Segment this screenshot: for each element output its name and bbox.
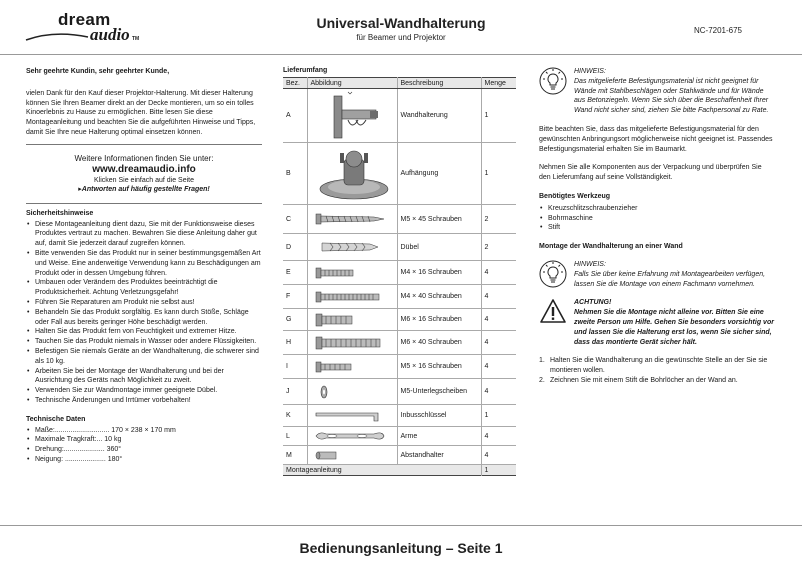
cell-image: [307, 355, 397, 379]
list-item: • Diese Montageanleitung dient dazu, Sie mit der Funktionsweise dieses Produktes vertraut zu machen. Bewahren Sie diese Anleitung daher gut auf, damit Sie jederzeit darauf zugreifen können.: [26, 220, 262, 249]
cell-desc: Arme: [397, 427, 481, 446]
mount-plate-icon: [312, 145, 392, 203]
cell-qty: 4: [481, 309, 516, 331]
info-url[interactable]: www.dreamaudio.info: [92, 163, 196, 175]
list-item: • Maße:............................ 170 × 238 × 170 mm: [26, 426, 262, 436]
list-item: • Befestigen Sie niemals Geräte an der Wandhalterung, die schwerer sind als 10 kg.: [26, 347, 262, 367]
cell-qty: 1: [481, 405, 516, 427]
cell-desc: M6 × 16 Schrauben: [397, 309, 481, 331]
tech-list: [26, 426, 262, 465]
cell-bez: F: [283, 285, 307, 309]
logo-word-audio: audio: [90, 25, 130, 44]
hint-box: [539, 260, 775, 289]
cell-image: [307, 331, 397, 355]
safety-heading: Sicherheitshinweise: [26, 209, 94, 217]
washer-icon: [312, 384, 392, 400]
list-item: [539, 376, 775, 386]
safety-list: [26, 220, 262, 406]
table-row: [283, 379, 516, 405]
cell-desc: M4 × 40 Schrauben: [397, 285, 481, 309]
cell-qty: 4: [481, 355, 516, 379]
lightbulb-icon: [539, 260, 567, 288]
footer-title: Bedienungsanleitung – Seite 1: [299, 540, 503, 556]
info-line: Weitere Informationen finden Sie unter:: [74, 153, 214, 163]
list-item: • Drehung:..................... 360°: [26, 445, 262, 455]
arm-icon: [312, 430, 392, 442]
hint-body: Falls Sie über keine Erfahrung mit Montagearbeiten verfügen, lassen Sie die Montage von einem Fachmann vornehmen.: [574, 270, 766, 288]
cell-image: [307, 234, 397, 261]
list-item: • Behandeln Sie das Produkt sorgfältig. Es kann durch Stöße, Schläge oder Fall aus bereits geringer Höhe beschädigt werden.: [26, 308, 262, 328]
col-header: Menge: [481, 78, 516, 89]
cell-qty: 1: [481, 143, 516, 205]
cell-bez: G: [283, 309, 307, 331]
step-number: 2.: [539, 376, 545, 384]
cell-footer-label: Montageanleitung: [283, 465, 481, 476]
spacer-icon: [312, 449, 392, 461]
footer-divider: [0, 525, 802, 526]
wood-screw-icon: [312, 211, 392, 227]
cell-image: [307, 143, 397, 205]
table-row: [283, 331, 516, 355]
cell-desc: M4 × 16 Schrauben: [397, 261, 481, 285]
list-item: • Neigung: ..................... 180°: [26, 455, 262, 465]
cell-bez: K: [283, 405, 307, 427]
warning-body: Nehmen Sie die Montage nicht alleine vor. Bitten Sie eine zweite Person um Hilfe. Gehen Sie besonders vorsichtig vor und lassen Sie die Halterung erst los, wenn Sie sicher sind, dass das montierte Gerät sicher hält.: [574, 309, 774, 346]
step-text: Halten Sie die Wandhalterung an die gewünschte Stelle an der Sie sie montieren wollen.: [550, 357, 768, 375]
tech-heading: Technische Daten: [26, 415, 86, 423]
cell-qty: 4: [481, 261, 516, 285]
list-item: • Bitte verwenden Sie das Produkt nur in seiner bestimmungsgemäßen Art und Weise. Eine anderweitige Verwendung kann zu Beschädigungen am Produkt oder in dessen Umgebung führen.: [26, 249, 262, 278]
paragraph: Nehmen Sie alle Komponenten aus der Verpackung und überprüfen Sie den Lieferumfang auf seine Vollständigkeit.: [539, 164, 762, 182]
wall-plug-icon: [312, 239, 392, 255]
table-row: [283, 234, 516, 261]
warning-title: ACHTUNG!: [574, 299, 612, 307]
screw-icon: [312, 360, 392, 374]
column-contents: [283, 67, 516, 476]
cell-qty: 2: [481, 234, 516, 261]
faq-link-text: Antworten auf häufig gestellte Fragen!: [81, 185, 210, 193]
cell-desc: Aufhängung: [397, 143, 481, 205]
cell-image: [307, 285, 397, 309]
list-item: • Bohrmaschine: [539, 214, 775, 224]
tools-list: [539, 204, 775, 233]
cell-bez: H: [283, 331, 307, 355]
warning-icon: [539, 298, 567, 324]
cell-image: [307, 379, 397, 405]
list-item: • Arbeiten Sie bei der Montage der Wandhalterung und bei der Ausrichtung des Geräts nach Möglichkeit zu zweit.: [26, 367, 262, 387]
contents-title: Lieferumfang: [283, 67, 328, 74]
list-item: • Tauchen Sie das Produkt niemals in Wasser oder andere Flüssigkeiten.: [26, 337, 262, 347]
cell-image: [307, 261, 397, 285]
cell-desc: M6 × 40 Schrauben: [397, 331, 481, 355]
cell-qty: 4: [481, 285, 516, 309]
table-row: [283, 89, 516, 143]
list-item: [539, 356, 775, 376]
logo-word-dream: dream: [58, 10, 111, 29]
step-number: 1.: [539, 357, 545, 365]
cell-bez: C: [283, 205, 307, 234]
hint-body: Das mitgelieferte Befestigungsmaterial ist nicht geeignet für Wände mit Stahlbeschlägen oder Stahlwände und für Wände aus Betonziegeln. Wenn Sie sich über die Beschaffenheit Ihrer Wand nicht sicher sind, ziehen Sie bitte Fachpersonal zu Rate.: [574, 77, 769, 115]
screw-icon: [312, 336, 392, 350]
screw-icon: [312, 266, 392, 280]
info-divider-bottom: [26, 203, 262, 204]
wall-bracket-icon: [312, 90, 392, 142]
arrow-right-icon: ▸: [78, 185, 82, 193]
hint-title: HINWEIS:: [574, 260, 606, 268]
cell-qty: 4: [481, 427, 516, 446]
list-item: • Kreuzschlitzschraubenzieher: [539, 204, 775, 214]
cell-desc: M5-Unterlegscheiben: [397, 379, 481, 405]
step-text: Zeichnen Sie mit einem Stift die Bohrlöcher an der Wand an.: [550, 376, 738, 384]
cell-desc: Dübel: [397, 234, 481, 261]
cell-image: [307, 446, 397, 465]
col-header: Bez.: [283, 78, 307, 89]
list-item: • Halten Sie das Produkt fern von Feuchtigkeit und extremer Hitze.: [26, 327, 262, 337]
cell-image: [307, 89, 397, 143]
table-row: [283, 427, 516, 446]
cell-desc: Wandhalterung: [397, 89, 481, 143]
info-divider-top: [26, 144, 262, 145]
cell-qty: 2: [481, 205, 516, 234]
cell-footer-qty: 1: [481, 465, 516, 476]
cell-image: [307, 405, 397, 427]
cell-desc: M5 × 45 Schrauben: [397, 205, 481, 234]
cell-qty: 4: [481, 379, 516, 405]
screw-icon: [312, 313, 392, 327]
tools-heading: Benötigtes Werkzeug: [539, 192, 611, 200]
hint-title: HINWEIS:: [574, 68, 606, 75]
list-item: • Stift: [539, 223, 775, 233]
cell-image: [307, 205, 397, 234]
column-intro: [26, 67, 262, 465]
cell-bez: D: [283, 234, 307, 261]
greeting: Sehr geehrte Kundin, sehr geehrter Kunde,: [26, 68, 170, 75]
faq-link[interactable]: [26, 185, 262, 194]
col-header: Beschreibung: [397, 78, 481, 89]
screw-icon: [312, 290, 392, 304]
info-box: [26, 149, 262, 199]
table-row: [283, 205, 516, 234]
table-row: [283, 309, 516, 331]
logo-trademark: TM: [132, 36, 140, 42]
table-row: [283, 261, 516, 285]
warning-box: [539, 298, 775, 347]
list-item: • Technische Änderungen und Irrtümer vorbehalten!: [26, 396, 262, 406]
lightbulb-icon: [539, 67, 567, 95]
list-item: • Maximale Tragkraft:... 10 kg: [26, 435, 262, 445]
paragraph: Bitte beachten Sie, dass das mitgelieferte Befestigungsmaterial für den gewünschten Anbringungsort möglicherweise nicht geeignet ist. Passendes Befestigungsmaterial erhalten Sie im Baumarkt.: [539, 125, 773, 153]
list-item: • Führen Sie Reparaturen am Produkt nie selbst aus!: [26, 298, 262, 308]
table-row: [283, 446, 516, 465]
cell-desc: M5 × 16 Schrauben: [397, 355, 481, 379]
intro-text: vielen Dank für den Kauf dieser Projektor-Halterung. Mit dieser Halterung können Sie Ihren Beamer direkt an der Decke montieren, um so ein tolles Kinoerlebnis zu Hause zu ermöglichen. Bitte lesen Sie diese Montageanleitung und beachten Sie die aufgeführten Hinweise und Tipps, damit Sie Ihre neue Halterung optimal einsetzen können.: [26, 89, 256, 136]
page-subtitle: für Beamer und Projektor: [356, 33, 446, 42]
cell-qty: 4: [481, 446, 516, 465]
list-item: • Umbauen oder Verändern des Produktes beeinträchtigt die Produktsicherheit. Achtung Verletzungsgefahr!: [26, 278, 262, 298]
product-code: NC-7201-675: [693, 26, 742, 35]
header-divider: [0, 54, 802, 55]
cell-bez: M: [283, 446, 307, 465]
cell-bez: B: [283, 143, 307, 205]
steps-list: [539, 356, 775, 385]
cell-qty: 1: [481, 89, 516, 143]
cell-image: [307, 309, 397, 331]
page-title: Universal-Wandhalterung: [316, 15, 486, 31]
contents-table: [283, 77, 516, 476]
info-line: Klicken Sie einfach auf die Seite: [93, 176, 194, 184]
cell-bez: E: [283, 261, 307, 285]
cell-bez: I: [283, 355, 307, 379]
table-row: [283, 355, 516, 379]
mount-heading: Montage der Wandhalterung an einer Wand: [539, 243, 683, 251]
hex-key-icon: [312, 409, 392, 423]
table-row: [283, 405, 516, 427]
table-footer-row: [283, 465, 516, 476]
table-header-row: [283, 78, 516, 89]
col-header: Abbildung: [307, 78, 397, 89]
cell-bez: A: [283, 89, 307, 143]
cell-qty: 4: [481, 331, 516, 355]
cell-image: [307, 427, 397, 446]
cell-bez: L: [283, 427, 307, 446]
table-row: [283, 143, 516, 205]
table-row: [283, 285, 516, 309]
hint-box: [539, 67, 775, 116]
list-item: • Verwenden Sie zur Wandmontage immer geeignete Dübel.: [26, 386, 262, 396]
cell-desc: Inbusschlüssel: [397, 405, 481, 427]
column-mounting: [539, 67, 775, 386]
cell-desc: Abstandhalter: [397, 446, 481, 465]
cell-bez: J: [283, 379, 307, 405]
